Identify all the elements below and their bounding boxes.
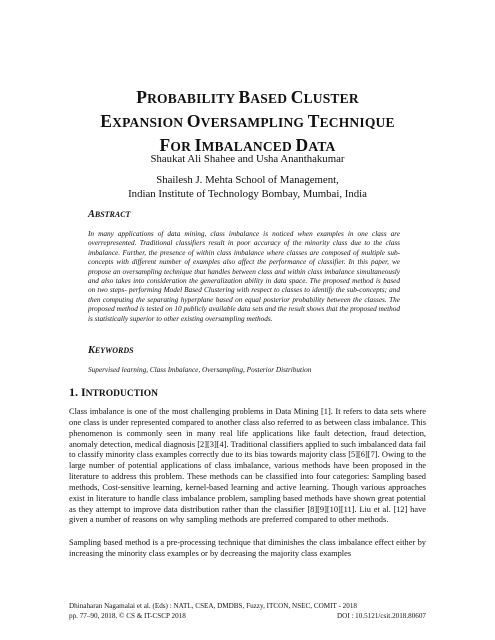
author-names: Shaukat Ali Shahee and Usha Ananthakumar xyxy=(150,153,345,165)
affiliation-line-2: Indian Institute of Technology Bombay, Mumbai, India xyxy=(128,188,367,200)
keywords-heading: KEYWORDS xyxy=(88,345,134,356)
affiliation-line-1: Shailesh J. Mehta School of Management, xyxy=(156,174,339,186)
footer-proceedings: Dhinaharan Nagamalai et al. (Eds) : NATL, CSEA, DMDBS, Fuzzy, ITCON, NSEC, COMIT - 2018 xyxy=(69,602,357,610)
footer-pages: pp. 77–90, 2018. © CS & IT-CSCP 2018 xyxy=(69,611,186,620)
author-affiliation xyxy=(40,173,455,201)
abstract-heading: ABSTRACT xyxy=(88,209,131,220)
title-line-1: PROBABILITY BASED CLUSTER xyxy=(136,87,359,107)
page-footer xyxy=(69,602,426,621)
title-line-3: FOR IMBALANCED DATA xyxy=(159,135,336,155)
footer-row-2 xyxy=(69,612,426,622)
paper-title xyxy=(40,86,455,158)
abstract-text: In many applications of data mining, class imbalance is noticed when examples in one class are overrepresented. Traditional classifiers result in poor accuracy of the minority class due to the class imbalance. Further, the presence of within class imbalance where classes are composed of multiple sub-concepts with different number of examples also affect the performance of classifier. In this paper, we propose an oversampling technique that handles between class and within class imbalance simultaneously and also takes into consideration the generalization ability in data space. The proposed method is based on two steps- performing Model Based Clustering with respect to classes to identify the sub-concepts; and then computing the separating hyperplane based on equal posterior probability between the classes. The proposed method is tested on 10 publicly available data sets and the result shows that the proposed method is statistically superior to other existing oversampling methods. xyxy=(88,230,400,323)
footer-doi: DOI : 10.5121/csit.2018.80607 xyxy=(336,611,426,620)
keywords-text: Supervised learning, Class Imbalance, Oversampling, Posterior Distribution xyxy=(88,366,312,374)
introduction-paragraph-1: Class imbalance is one of the most challenging problems in Data Mining [1]. It refers to data sets where one class is under represented compared to another class also referred to as between class imbalance. This phenomenon is commonly seen in many real life applications like fault detection, fraud detection, anomaly detection, medical diagnosis [2][3][4]. Traditional classifiers applied to such imbalanced data fail to classify minority class examples correctly due to its bias towards majority class [5][6][7]. Owing to the large number of potential applications of class imbalance, various methods have been proposed in the literature to address this problem. These methods can be classified into four categories: Sampling based methods, Cost-sensitive learning, kernel-based learning and active learning. Though various approaches exist in literature to handle class imbalance problem, sampling based methods have shown great potential as they attempt to improve data distribution rather than the classifier [8][9][10][11]. Liu et al. [12] have given a number of reasons on why sampling methods are preferred compared to other methods. xyxy=(69,407,426,525)
introduction-paragraph-2: Sampling based method is a pre-processing technique that diminishes the class imbalance effect either by increasing the minority class examples or by decreasing the majority class examples xyxy=(69,538,426,558)
introduction-heading: 1. INTRODUCTION xyxy=(69,385,158,399)
title-line-2: EXPANSION OVERSAMPLING TECHNIQUE xyxy=(100,111,395,131)
